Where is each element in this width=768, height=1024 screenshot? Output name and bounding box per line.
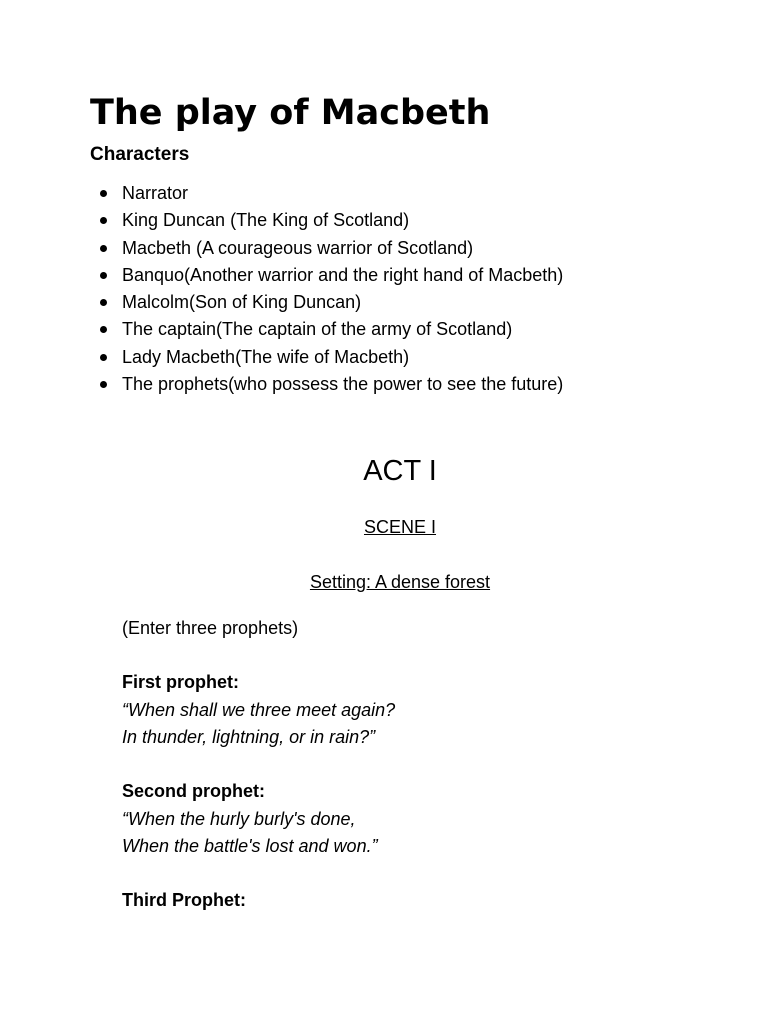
list-item: [90, 207, 563, 234]
speaker-first-prophet: First prophet:: [122, 672, 239, 692]
characters-list: [90, 180, 563, 398]
list-item: [90, 316, 563, 343]
speaker-third-prophet: Third Prophet:: [122, 890, 246, 910]
character-name: The captain(The captain of the army of Scotland): [122, 319, 513, 340]
scene-heading: SCENE I: [363, 517, 437, 537]
bullet-icon: [100, 190, 107, 197]
dialogue-line: In thunder, lightning, or in rain?”: [122, 727, 376, 747]
list-item: [90, 289, 563, 316]
character-name: Macbeth (A courageous warrior of Scotland): [122, 237, 474, 258]
bullet-icon: [100, 299, 107, 306]
character-name: The prophets(who possess the power to see the future): [122, 374, 564, 395]
bullet-icon: [100, 381, 107, 388]
setting-line: Setting: A dense forest: [309, 572, 491, 592]
character-name: Narrator: [122, 183, 189, 203]
character-name: Malcolm(Son of King Duncan): [122, 292, 362, 313]
list-item: [90, 262, 563, 289]
dialogue-line: “When shall we three meet again?: [122, 700, 396, 720]
bullet-icon: [100, 354, 107, 361]
speaker-second-prophet: Second prophet:: [122, 781, 265, 801]
bullet-icon: [100, 326, 107, 333]
character-name: Banquo(Another warrior and the right hand of Macbeth): [122, 264, 564, 285]
document-title: The play of Macbeth: [90, 93, 491, 133]
list-item: [90, 235, 563, 262]
bullet-icon: [100, 272, 107, 279]
character-name: Lady Macbeth(The wife of Macbeth): [122, 346, 410, 367]
bullet-icon: [100, 217, 107, 224]
act-heading: ACT I: [363, 455, 437, 487]
bullet-icon: [100, 245, 107, 252]
list-item: [90, 180, 563, 207]
list-item: [90, 371, 563, 398]
list-item: [90, 344, 563, 371]
dialogue-line: When the battle's lost and won.”: [122, 836, 378, 856]
character-name: King Duncan (The King of Scotland): [122, 210, 410, 231]
characters-heading: Characters: [90, 144, 190, 165]
dialogue-line: “When the hurly burly's done,: [122, 809, 356, 829]
stage-direction: (Enter three prophets): [122, 618, 299, 638]
